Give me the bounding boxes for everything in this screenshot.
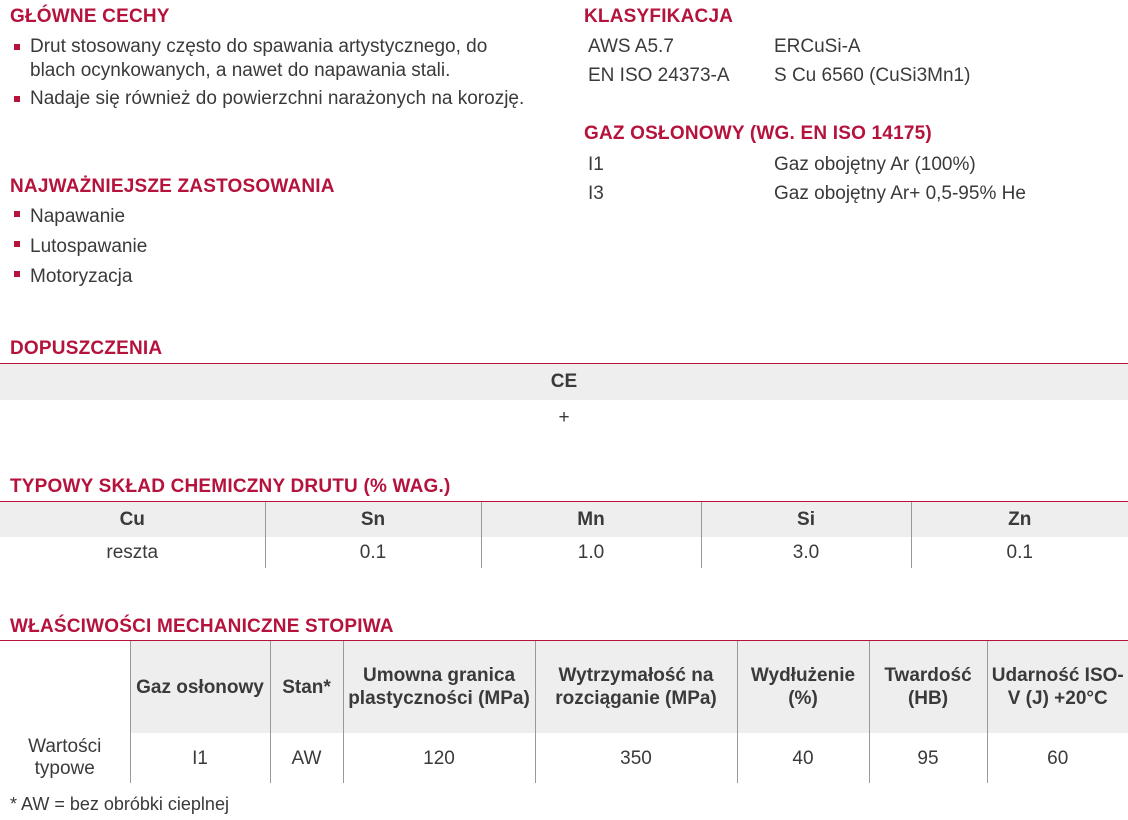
approvals-title: DOPUSZCZENIA [10, 338, 163, 359]
column-header-gas: Gaz osłonowy [130, 641, 270, 733]
standard-label: AWS A5.7 [588, 36, 674, 57]
cell-mn: 1.0 [481, 537, 701, 568]
row-label: Wartości typowe [28, 736, 102, 779]
column-header-hardness: Twardość (HB) [869, 641, 987, 733]
column-header-sn: Sn [265, 502, 481, 537]
column-header-yield: Umowna granica plastyczności (MPa) [343, 641, 535, 733]
approvals-header: CE [0, 364, 1128, 400]
footnote: * AW = bez obróbki cieplnej [10, 794, 229, 814]
applications-title: NAJWAŻNIEJSZE ZASTOSOWANIA [10, 176, 335, 197]
table-header-row [0, 502, 1128, 537]
list-item: Motoryzacja [10, 262, 410, 292]
list-item: Lutospawanie [10, 232, 410, 262]
cell-si: 3.0 [701, 537, 911, 568]
shielding-gas-table [584, 150, 1026, 208]
table-row [0, 733, 1128, 783]
gas-desc: Gaz obojętny Ar (100%) [774, 154, 976, 175]
standard-value: ERCuSi-A [774, 36, 861, 57]
table-row [0, 537, 1128, 568]
cell-elongation: 40 [737, 733, 869, 783]
shielding-gas-title: GAZ OSŁONOWY (WG. EN ISO 14175) [584, 123, 932, 144]
applications-list [10, 202, 410, 292]
features-title: GŁÓWNE CECHY [10, 6, 170, 27]
column-header-si: Si [701, 502, 911, 537]
mechanical-table [0, 641, 1128, 783]
list-item: Nadaje się również do powierzchni narażonych na korozję. [10, 87, 530, 111]
column-header-tensile: Wytrzymałość na rozciąganie (MPa) [535, 641, 737, 733]
features-list [10, 35, 530, 111]
column-header-empty [0, 641, 130, 733]
standard-label: EN ISO 24373-A [588, 65, 730, 86]
cell-state: AW [270, 733, 343, 783]
approvals-value: + [558, 407, 570, 428]
cell-cu: reszta [106, 541, 159, 563]
table-header-row [0, 641, 1128, 733]
list-item: Napawanie [10, 202, 410, 232]
cell-impact: 60 [987, 733, 1128, 783]
column-header-state: Stan* [270, 641, 343, 733]
column-header-mn: Mn [481, 502, 701, 537]
classification-row [584, 32, 970, 61]
column-header-zn: Zn [911, 502, 1128, 537]
cell-tensile: 350 [535, 733, 737, 783]
classification-row [584, 61, 970, 90]
column-header-impact: Udarność ISO-V (J) +20°C [987, 641, 1128, 733]
gas-code: I1 [588, 154, 604, 175]
gas-row [584, 179, 1026, 208]
classification-title: KLASYFIKACJA [584, 6, 734, 27]
cell-gas: I1 [130, 733, 270, 783]
classification-table [584, 32, 970, 90]
mechanical-title: WŁAŚCIWOŚCI MECHANICZNE STOPIWA [10, 616, 394, 637]
gas-code: I3 [588, 183, 604, 204]
cell-sn: 0.1 [265, 537, 481, 568]
gas-desc: Gaz obojętny Ar+ 0,5-95% He [774, 183, 1026, 204]
list-item: Drut stosowany często do spawania artystycznego, do blach ocynkowanych, a nawet do napawania stali. [10, 35, 530, 83]
chemical-table [0, 502, 1128, 568]
column-header-elongation: Wydłużenie (%) [737, 641, 869, 733]
chemical-title: TYPOWY SKŁAD CHEMICZNY DRUTU (% WAG.) [10, 476, 451, 497]
cell-hardness: 95 [869, 733, 987, 783]
standard-value: S Cu 6560 (CuSi3Mn1) [774, 65, 971, 86]
cell-zn: 0.1 [911, 537, 1128, 568]
column-header-cu: Cu [0, 502, 265, 537]
gas-row [584, 150, 1026, 179]
cell-yield: 120 [343, 733, 535, 783]
